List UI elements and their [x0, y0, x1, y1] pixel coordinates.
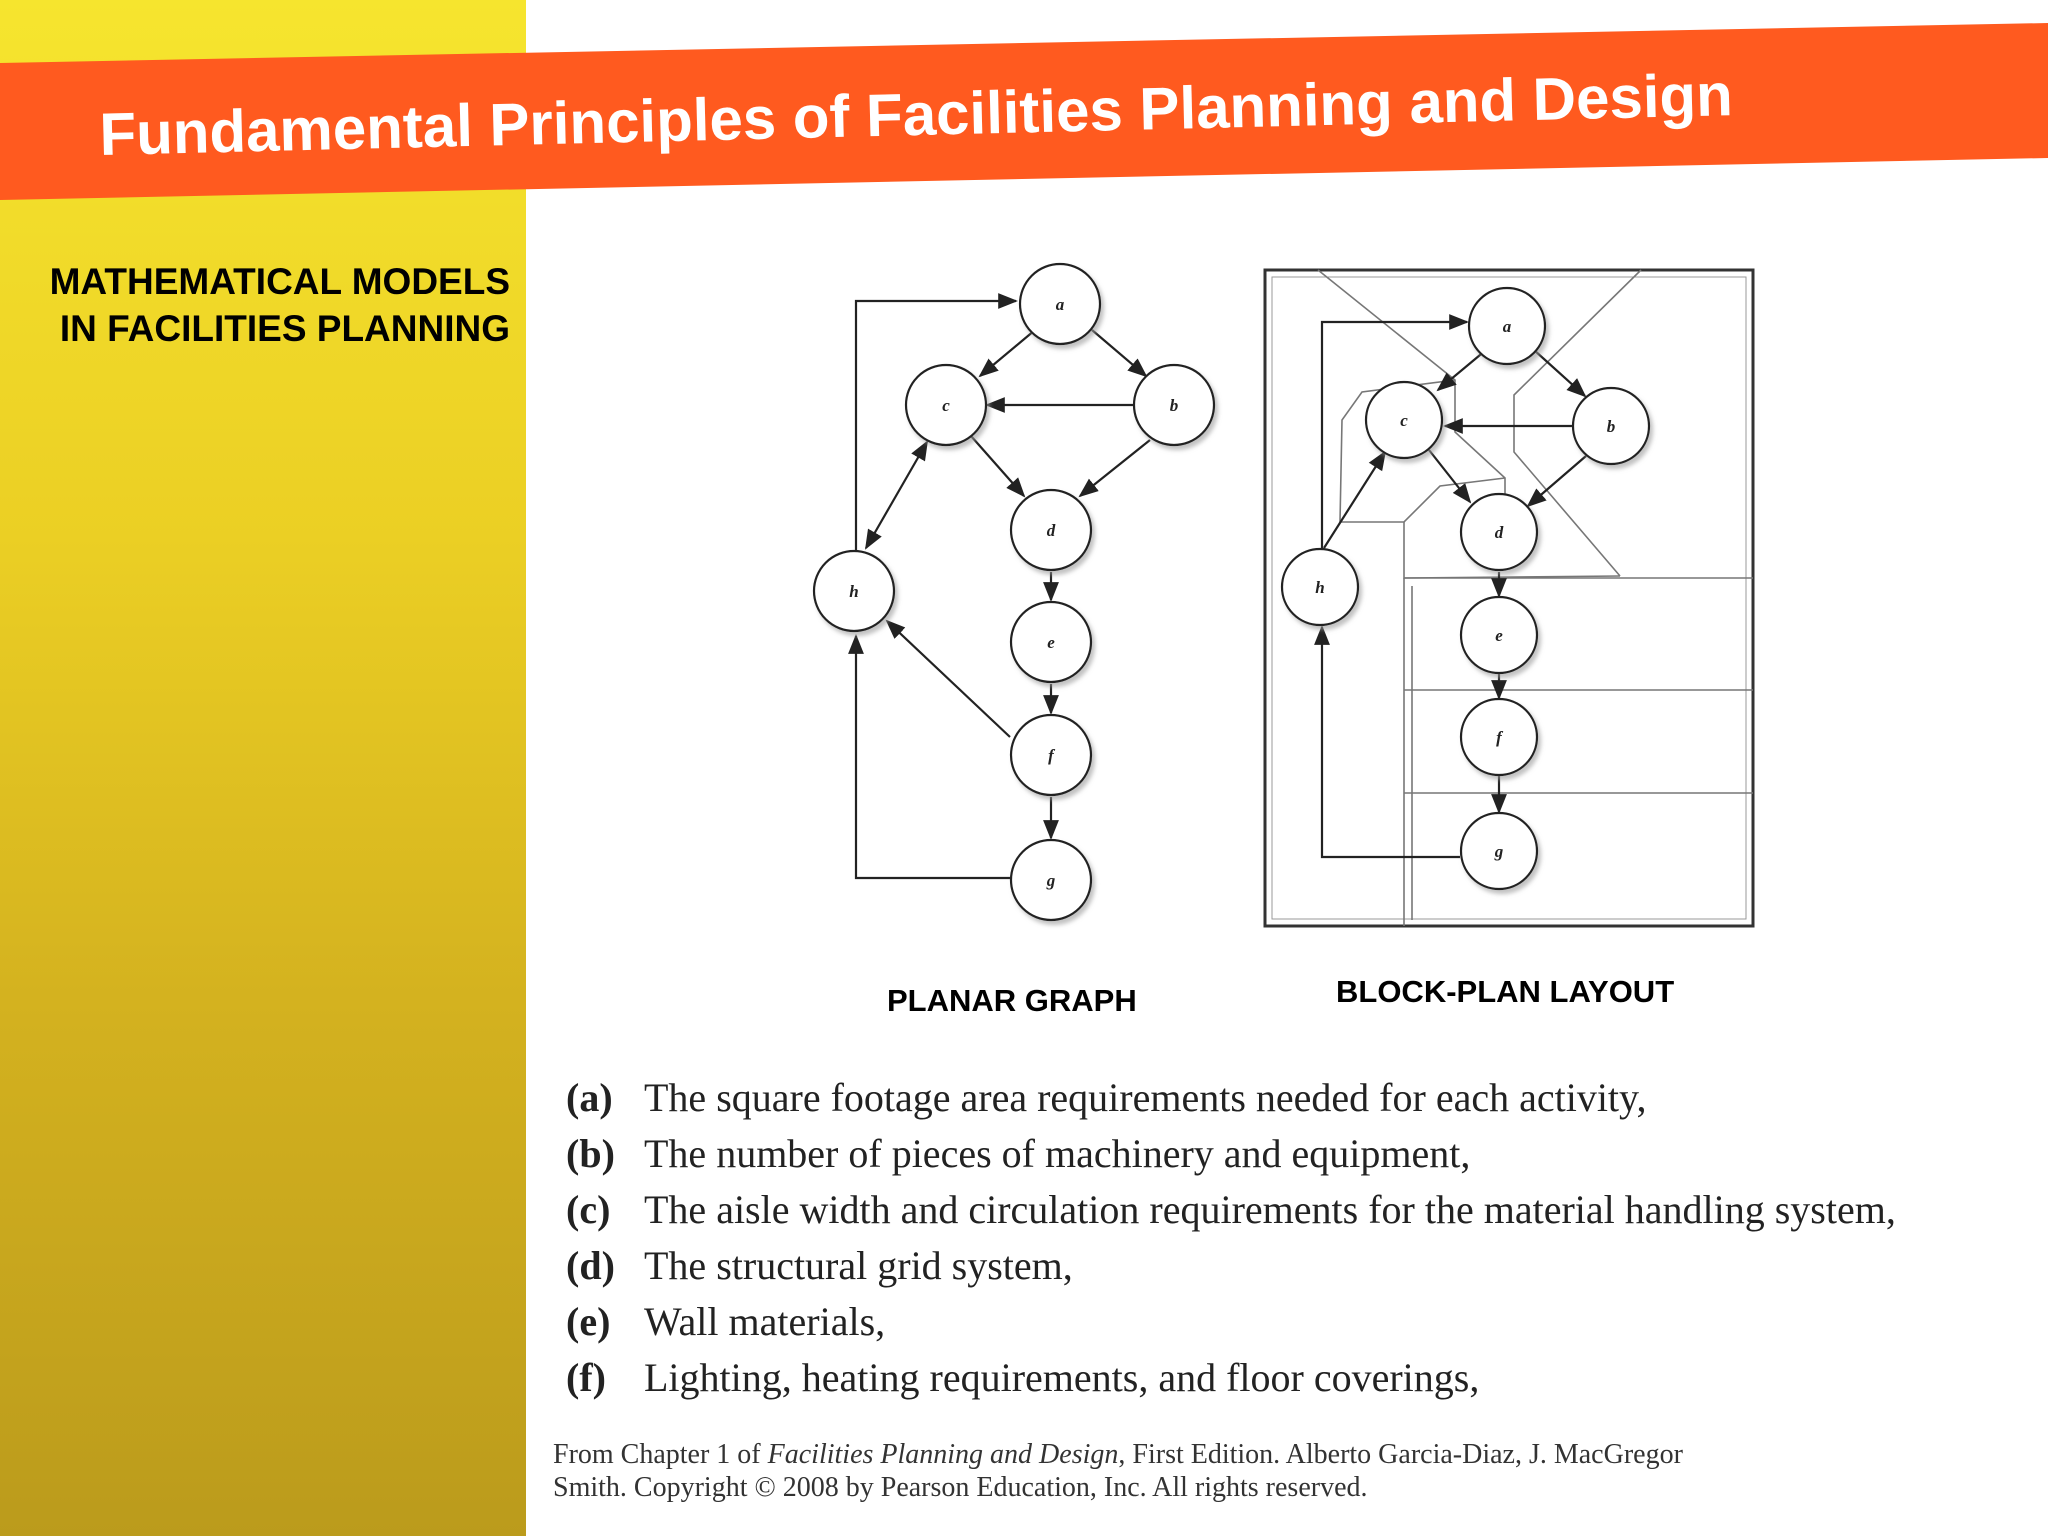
block-edge-a-c [1438, 350, 1486, 390]
edge-a-b [1092, 330, 1146, 376]
block-node-g-label: g [1494, 842, 1504, 861]
title-banner [0, 0, 2048, 210]
edge-b-d [1080, 440, 1150, 496]
source-citation [553, 1438, 1853, 1504]
list-item [566, 1238, 2026, 1294]
edge-f-h [887, 621, 1010, 737]
edge-g-h [856, 636, 1010, 878]
list-item [566, 1126, 2026, 1182]
node-b-label: b [1169, 396, 1179, 415]
block-edge-g-h [1322, 627, 1460, 857]
list-item [566, 1182, 2026, 1238]
source-citation-prefix: From Chapter 1 of [553, 1439, 768, 1470]
sidebar-panel [0, 0, 526, 1536]
block-plan-caption: BLOCK-PLAN LAYOUT [1336, 974, 1675, 1009]
list-item-text: Lighting, heating requirements, and floor coverings, [644, 1355, 1480, 1400]
edge-h-c [866, 442, 927, 548]
list-item-text: The square footage area requirements needed for each activity, [644, 1075, 1647, 1120]
list-item-letter: (b) [566, 1131, 615, 1176]
block-plan-diagram [1255, 260, 1765, 935]
list-item-text: The number of pieces of machinery and equipment, [644, 1131, 1471, 1176]
block-node-e-label: e [1495, 626, 1503, 645]
node-f-label: f [1048, 746, 1054, 765]
block-node-c-label: c [1400, 411, 1408, 430]
node-c-label: c [942, 396, 950, 415]
section-heading-line-1: MATHEMATICAL MODELS [49, 261, 510, 302]
block-node-b-label: b [1606, 417, 1616, 436]
edge-c-d [971, 436, 1024, 496]
list-item [566, 1070, 2026, 1126]
list-item-letter: (f) [566, 1355, 606, 1400]
planar-graph-diagram [795, 250, 1255, 930]
block-node-d-label: d [1494, 523, 1504, 542]
node-d-label: d [1046, 521, 1056, 540]
planar-graph-caption: PLANAR GRAPH [887, 983, 1137, 1018]
slide-title: Fundamental Principles of Facilities Planning and Design [98, 61, 1734, 168]
list-item [566, 1294, 2026, 1350]
list-item-letter: (d) [566, 1243, 615, 1288]
node-e-label: e [1047, 633, 1055, 652]
source-citation-book-title: Facilities Planning and Design [767, 1439, 1119, 1470]
block-edge-b-d [1528, 456, 1586, 506]
node-a-label: a [1055, 295, 1065, 314]
block-node-f-label: f [1496, 728, 1502, 747]
block-node-h-label: h [1315, 578, 1325, 597]
list-item [566, 1350, 2026, 1406]
node-g-label: g [1046, 871, 1056, 890]
list-item-letter: (a) [566, 1075, 613, 1120]
list-item-text: Wall materials, [644, 1299, 886, 1344]
edge-a-c [980, 330, 1035, 376]
block-edge-a-b [1534, 350, 1585, 396]
source-citation-line-1 [553, 1438, 1853, 1471]
list-item-letter: (e) [566, 1299, 611, 1344]
requirements-list [566, 1070, 2026, 1406]
list-item-letter: (c) [566, 1187, 611, 1232]
block-node-a-label: a [1502, 317, 1512, 336]
list-item-text: The structural grid system, [644, 1243, 1073, 1288]
source-citation-line-2: Smith. Copyright © 2008 by Pearson Education, Inc. All rights reserved. [553, 1472, 1368, 1503]
block-edge-h-c [1324, 452, 1385, 548]
section-heading [10, 258, 510, 352]
source-citation-suffix: , First Edition. Alberto Garcia-Diaz, J. MacGregor [1118, 1439, 1683, 1470]
block-edge-c-d [1429, 450, 1470, 502]
list-item-text: The aisle width and circulation requirements for the material handling system, [644, 1187, 1896, 1232]
node-h-label: h [849, 582, 859, 601]
section-heading-line-2: IN FACILITIES PLANNING [59, 308, 510, 349]
